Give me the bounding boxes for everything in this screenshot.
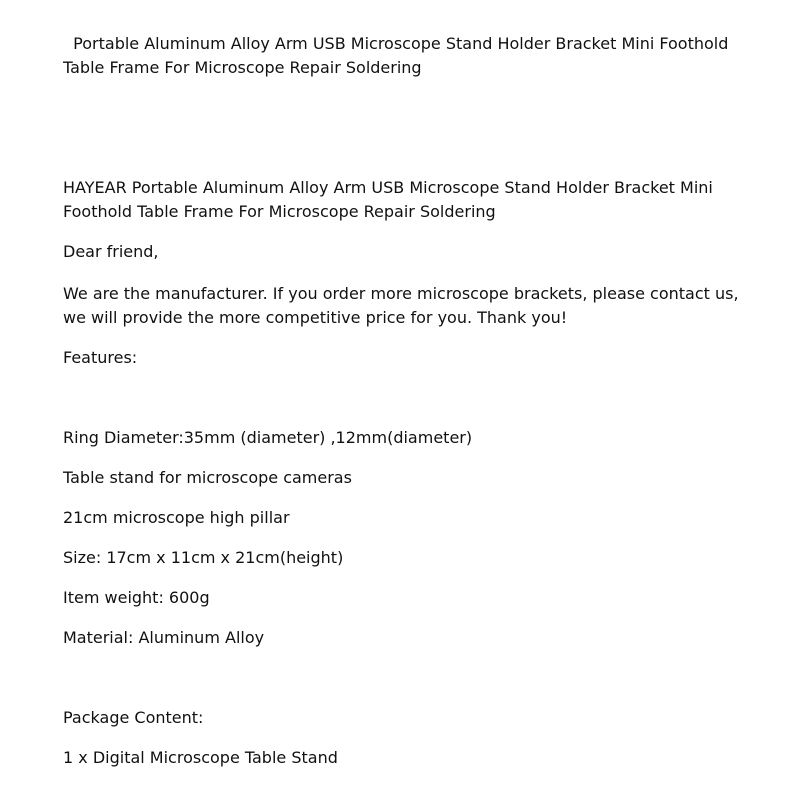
features-heading: Features: (63, 348, 138, 367)
feature-item-material: Material: Aluminum Alloy (63, 628, 265, 647)
message-line-2: we will provide the more competitive price for you. Thank you! (63, 308, 568, 327)
greeting: Dear friend, (63, 242, 159, 261)
feature-item-ring-diameter: Ring Diameter:35mm (diameter) ,12mm(diameter) (63, 428, 473, 447)
feature-item-size: Size: 17cm x 11cm x 21cm(height) (63, 548, 344, 567)
page-title-line-1: Portable Aluminum Alloy Arm USB Microscope Stand Holder Bracket Mini Foothold (63, 34, 729, 53)
feature-item-table-stand: Table stand for microscope cameras (63, 468, 352, 487)
package-item: 1 x Digital Microscope Table Stand (63, 748, 338, 767)
page-title-line-2: Table Frame For Microscope Repair Soldering (63, 58, 422, 77)
product-name-line-2: Foothold Table Frame For Microscope Repair Soldering (63, 202, 496, 221)
feature-item-weight: Item weight: 600g (63, 588, 210, 607)
package-heading: Package Content: (63, 708, 204, 727)
message-line-1: We are the manufacturer. If you order more microscope brackets, please contact us, (63, 284, 739, 303)
feature-item-pillar: 21cm microscope high pillar (63, 508, 290, 527)
product-name-line-1: HAYEAR Portable Aluminum Alloy Arm USB Microscope Stand Holder Bracket Mini (63, 178, 713, 197)
